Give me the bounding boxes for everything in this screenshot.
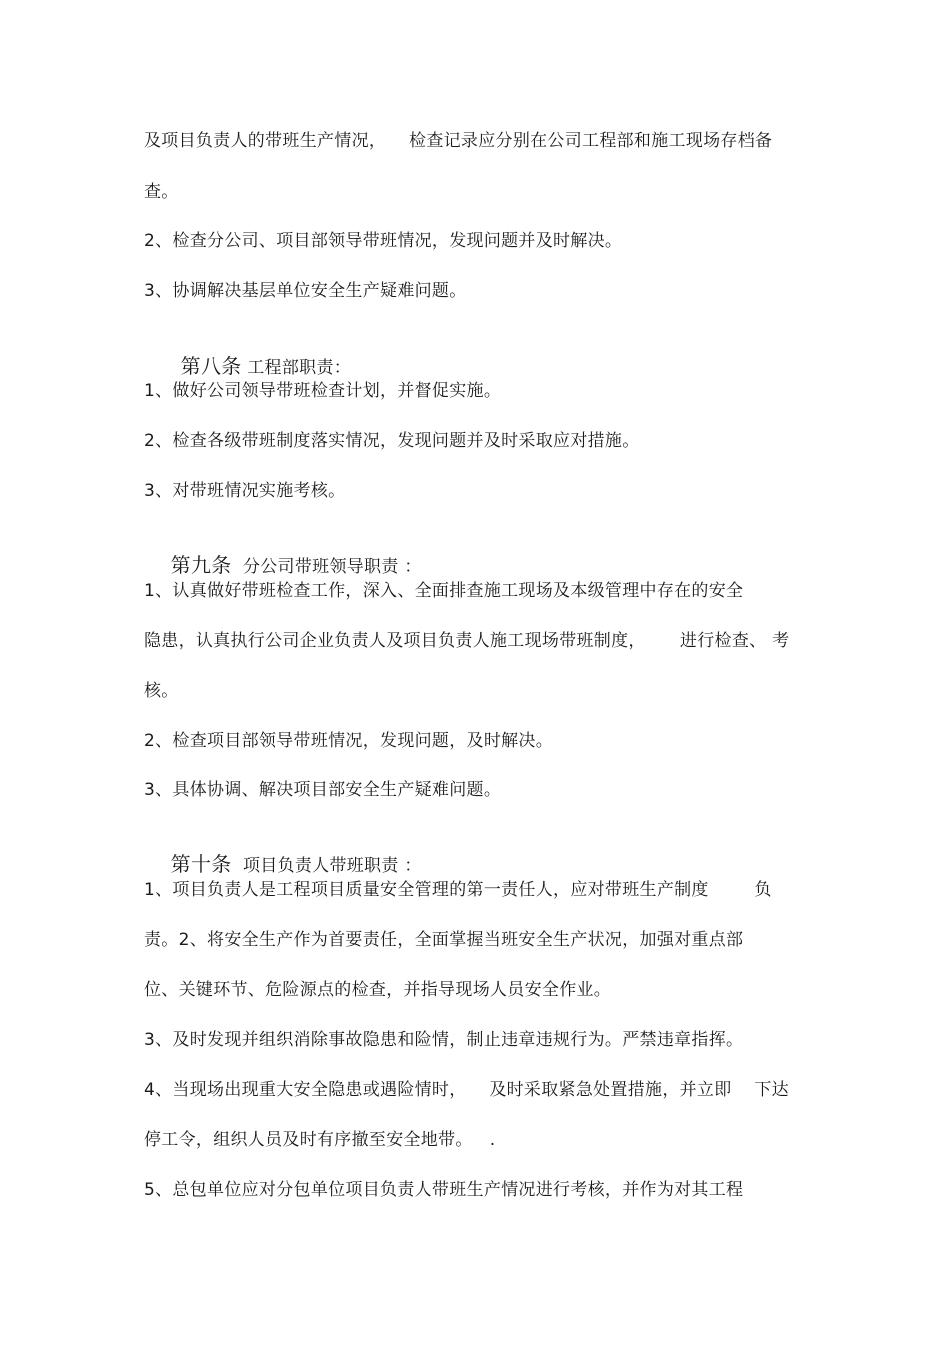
text-line: 位、关键环节、危险源点的检查，并指导现场人员安全作业。 [144,980,612,1000]
article-number: 第九条 [170,553,232,577]
article-title: 项目负责人带班职责 ： [231,856,422,876]
text-line: 3、协调解决基层单位安全生产疑难问题。 [144,281,467,301]
article-title: 工程部职责： [241,358,352,378]
text-line: 1、项目负责人是工程项目质量安全管理的第一责任人，应对带班生产制度 负 [144,880,772,900]
text-line: 5、总包单位应对分包单位项目负责人带班生产情况进行考核，并作为对其工程 [144,1180,744,1200]
text-line: 1、做好公司领导带班检查计划，并督促实施。 [144,381,502,401]
text-line: 责。2、将安全生产作为首要责任，全面掌握当班安全生产状况，加强对重点部 [144,930,744,950]
text-line: 3、对带班情况实施考核。 [144,481,346,501]
text-line: 4、当现场出现重大安全隐患或遇险情时， 及时采取紧急处置措施，并立即 下达 [144,1080,789,1100]
text-line: 核。 [144,681,179,701]
text-line: 1、认真做好带班检查工作，深入、全面排查施工现场及本级管理中存在的安全 [144,581,744,601]
text-line: 及项目负责人的带班生产情况， 检查记录应分别在公司工程部和施工现场存档备 [144,131,773,151]
text-line: 隐患，认真执行公司企业负责人及项目负责人施工现场带班制度， 进行检查、 考 [144,631,790,651]
text-line: 停工令，组织人员及时有序撤至安全地带。 . [144,1130,496,1150]
text-line: 3、具体协调、解决项目部安全生产疑难问题。 [144,780,502,800]
text-line: 2、检查项目部领导带班情况，发现问题，及时解决。 [144,731,554,751]
article-number: 第十条 [170,852,232,876]
text-line: 2、检查分公司、项目部领导带班情况，发现问题并及时解决。 [144,231,623,251]
text-line: 查。 [144,182,179,202]
article-title: 分公司带班领导职责 ： [231,557,422,577]
text-line: 3、及时发现并组织消除事故隐患和险情，制止违章违规行为。严禁违章指挥。 [144,1030,744,1050]
text-line: 2、检查各级带班制度落实情况，发现问题并及时采取应对措施。 [144,431,640,451]
article-number: 第八条 [180,354,242,378]
